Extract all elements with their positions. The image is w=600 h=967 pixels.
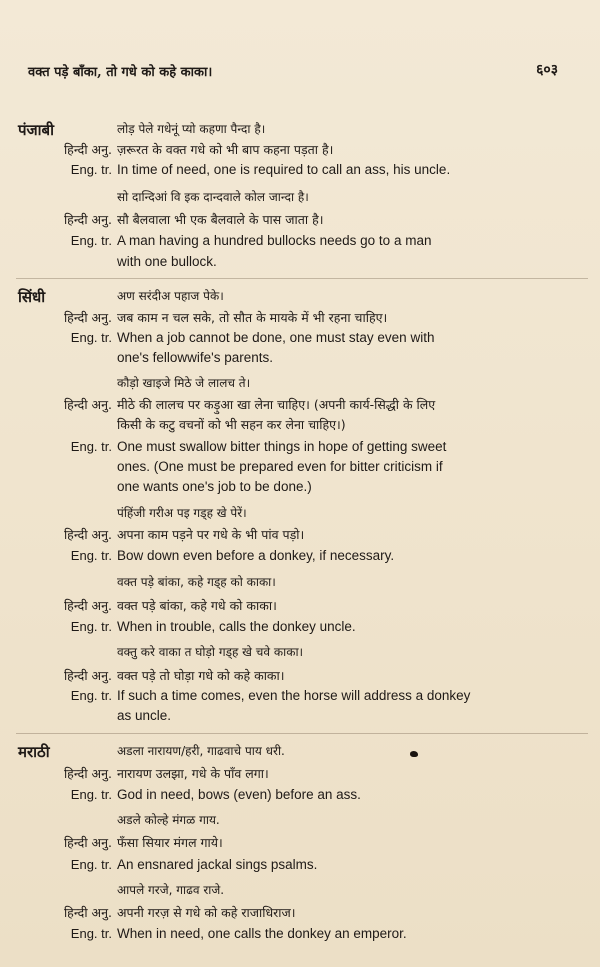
hindi-translation: वक्त पड़े बांका, कहे गधे को काका। xyxy=(117,598,277,613)
english-translation-cont: one wants one's job to be done.) xyxy=(117,479,312,494)
hindi-row xyxy=(0,904,600,926)
english-translation: One must swallow bitter things in hope of getting sweet xyxy=(117,439,447,454)
entry-source xyxy=(0,643,600,665)
entry-source xyxy=(0,504,600,526)
hindi-row xyxy=(0,667,600,689)
hindi-translation: नारायण उलझा, गधे के पाँव लगा। xyxy=(117,766,269,781)
english-translation: When a job cannot be done, one must stay even with xyxy=(117,330,435,345)
source-proverb: वक्तु करे वाका त घोड़ो गड्ह खे चवे काका। xyxy=(117,645,304,659)
hindi-row xyxy=(0,211,600,233)
hindi-row-cont xyxy=(0,416,600,438)
entry-source xyxy=(0,742,600,764)
english-translation-cont: ones. (One must be prepared even for bitter criticism if xyxy=(117,459,443,474)
entry-source xyxy=(0,287,600,309)
english-label: Eng. tr. xyxy=(70,619,112,634)
english-label: Eng. tr. xyxy=(70,926,112,941)
english-row xyxy=(0,439,600,461)
hindi-label: हिन्दी अनु. xyxy=(63,142,112,157)
english-translation-cont: as uncle. xyxy=(117,708,172,723)
hindi-translation: अपना काम पड़ने पर गधे के भी पांव पड़ो। xyxy=(117,527,305,542)
english-row xyxy=(0,619,600,641)
hindi-label: हिन्दी अनु. xyxy=(63,598,112,613)
hindi-translation-cont: किसी के कटु वचनों को भी सहन कर लेना चाहिए।) xyxy=(117,417,346,432)
language-label-sindhi: सिंधी xyxy=(18,288,46,306)
hindi-row xyxy=(0,309,600,331)
hindi-row xyxy=(0,765,600,787)
english-translation: When in need, one calls the donkey an emperor. xyxy=(117,926,407,941)
hindi-translation: फँसा सियार मंगल गाये। xyxy=(117,835,223,850)
source-proverb: पंहिंजी गरीअ पइ गड्ह खे पेरें। xyxy=(117,506,247,520)
english-translation: Bow down even before a donkey, if necessary. xyxy=(117,548,395,563)
english-label: Eng. tr. xyxy=(70,439,112,454)
english-row-cont xyxy=(0,708,600,730)
english-row-cont xyxy=(0,479,600,501)
hindi-translation: अपनी गरज़ से गधे को कहे राजाधिराज। xyxy=(117,905,296,920)
hindi-row xyxy=(0,526,600,548)
source-proverb: सो दान्दिआं वि इक दान्दवाले कोल जान्दा है। xyxy=(117,190,309,204)
english-row xyxy=(0,548,600,570)
language-label-punjabi: पंजाबी xyxy=(18,121,54,139)
hindi-label: हिन्दी अनु. xyxy=(63,766,112,781)
hindi-label: हिन्दी अनु. xyxy=(63,397,112,412)
english-translation: An ensnared jackal sings psalms. xyxy=(117,857,318,872)
english-label: Eng. tr. xyxy=(70,688,112,703)
section-divider xyxy=(16,733,588,734)
source-proverb: वक्त पड़े बांका, कहे गड्ह को काका। xyxy=(117,575,276,589)
entry-source xyxy=(0,188,600,210)
english-label: Eng. tr. xyxy=(70,548,112,563)
section-divider xyxy=(16,278,588,279)
hindi-row xyxy=(0,834,600,856)
entry-source xyxy=(0,120,600,142)
english-translation-cont: with one bullock. xyxy=(117,254,217,269)
english-translation: God in need, bows (even) before an ass. xyxy=(117,787,361,802)
language-label-marathi: मराठी xyxy=(18,743,50,761)
english-row xyxy=(0,857,600,879)
english-row xyxy=(0,787,600,809)
hindi-label: हिन्दी अनु. xyxy=(63,310,112,325)
entry-source xyxy=(0,573,600,595)
english-translation: A man having a hundred bullocks needs go to a man xyxy=(117,233,432,248)
english-label: Eng. tr. xyxy=(70,857,112,872)
english-label: Eng. tr. xyxy=(70,787,112,802)
english-label: Eng. tr. xyxy=(70,330,112,345)
hindi-translation: जब काम न चल सके, तो सौत के मायके में भी रहना चाहिए। xyxy=(117,310,388,325)
english-row xyxy=(0,233,600,255)
hindi-row xyxy=(0,597,600,619)
running-head: वक्त पड़े बाँका, तो गधे को कहे काका। xyxy=(28,65,213,80)
source-proverb: कौड़ो खाइजे मिठे जे लालच ते। xyxy=(117,376,251,390)
page-number: ६०३ xyxy=(536,62,558,78)
source-proverb: अडले कोल्हे मंगळ गाय. xyxy=(117,813,220,827)
hindi-label: हिन्दी अनु. xyxy=(63,527,112,542)
hindi-translation: सौ बैलवाला भी एक बैलवाले के पास जाता है। xyxy=(117,212,324,227)
entry-source xyxy=(0,881,600,903)
english-row xyxy=(0,926,600,948)
english-label: Eng. tr. xyxy=(70,233,112,248)
entry-source xyxy=(0,811,600,833)
hindi-label: हिन्दी अनु. xyxy=(63,905,112,920)
english-row-cont xyxy=(0,350,600,372)
english-row-cont xyxy=(0,459,600,481)
hindi-row xyxy=(0,141,600,163)
hindi-label: हिन्दी अनु. xyxy=(63,835,112,850)
source-proverb: अण सरंदीअ पहाज पेके। xyxy=(117,289,224,303)
english-row xyxy=(0,162,600,184)
english-translation-cont: one's fellowwife's parents. xyxy=(117,350,273,365)
english-row xyxy=(0,688,600,710)
source-proverb: आपले गरजे, गाढव राजे. xyxy=(117,883,225,897)
entry-source xyxy=(0,374,600,396)
source-proverb: अडला नारायण/हरी, गाढवाचे पाय धरी. xyxy=(117,744,285,758)
english-translation: When in trouble, calls the donkey uncle. xyxy=(117,619,356,634)
hindi-label: हिन्दी अनु. xyxy=(63,668,112,683)
english-label: Eng. tr. xyxy=(70,162,112,177)
hindi-label: हिन्दी अनु. xyxy=(63,212,112,227)
english-translation: In time of need, one is required to call an ass, his uncle. xyxy=(117,162,451,177)
hindi-row xyxy=(0,396,600,418)
hindi-translation: ज़रूरत के वक्त गधे को भी बाप कहना पड़ता है। xyxy=(117,142,334,157)
hindi-translation: वक्त पड़े तो घोड़ा गधे को कहे काका। xyxy=(117,668,285,683)
english-translation: If such a time comes, even the horse will address a donkey xyxy=(117,688,471,703)
source-proverb: लोड़ पेले गधेनूं प्यो कहणा पैन्दा है। xyxy=(117,122,266,136)
english-row-cont xyxy=(0,254,600,276)
hindi-translation: मीठे की लालच पर कड़ुआ खा लेना चाहिए। (अपनी कार्य-सिद्धी के लिए xyxy=(117,397,436,412)
english-row xyxy=(0,330,600,352)
ink-mark xyxy=(410,751,418,757)
